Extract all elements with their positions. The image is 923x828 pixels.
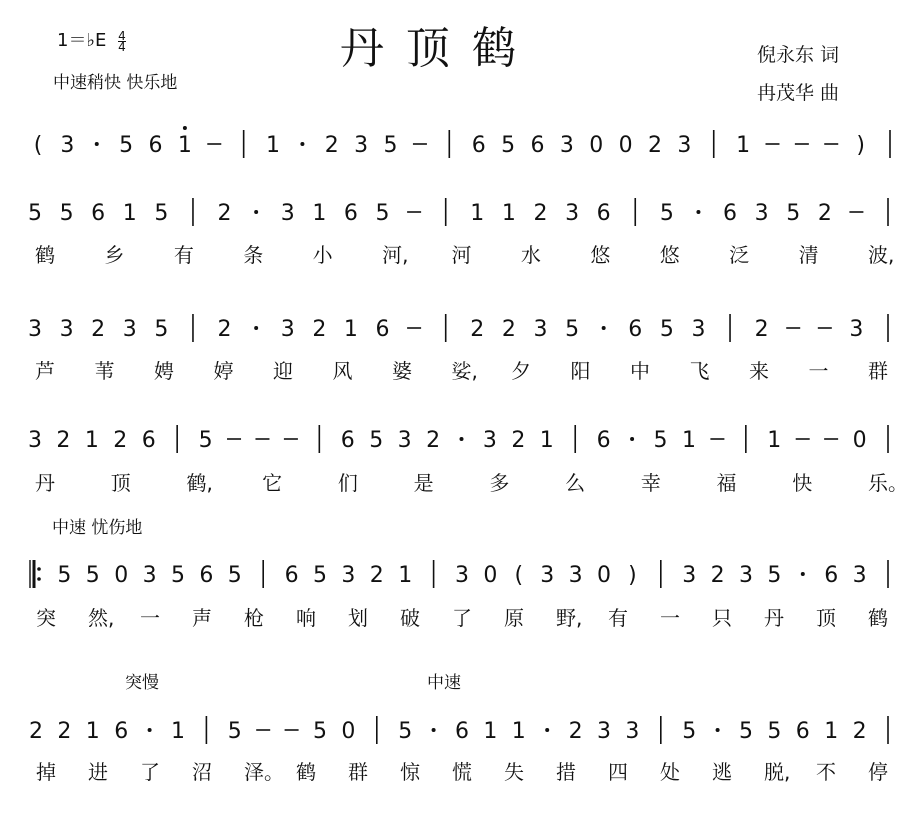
lyric-word: 群 (348, 760, 368, 784)
tempo-marking: 中速 忧伤地 (52, 518, 143, 538)
lyric-word: 飞 (689, 359, 710, 383)
note: 3 (59, 317, 74, 342)
dot-augmentation (801, 572, 805, 576)
note: 3 (754, 201, 769, 226)
note: 3 (455, 563, 469, 588)
note: 5 (767, 719, 782, 744)
note: 0 (483, 563, 498, 588)
note: 2 (852, 719, 867, 744)
lyric-word: 小 (312, 243, 333, 267)
lyric-word: 有 (173, 243, 194, 267)
note: 5 (398, 719, 413, 744)
note: 1 (767, 428, 782, 453)
lyric-word: 快 (792, 471, 813, 495)
note: 3 (568, 563, 583, 588)
note: 2 (710, 563, 725, 588)
note: 3 (354, 133, 369, 158)
lyric-word: 悠 (659, 243, 680, 267)
note: 2 (511, 428, 526, 453)
note: 5 (767, 563, 782, 588)
lyric-word: 婷 (213, 359, 234, 383)
note: 6 (340, 428, 355, 453)
note: 6 (141, 428, 156, 453)
note: 5 (375, 201, 390, 226)
note: 2 (817, 201, 832, 226)
composer-credit: 冉茂华 曲 (757, 82, 840, 104)
lyric-word: 慌 (452, 760, 472, 784)
note: 5 (501, 133, 516, 158)
note: 1 (343, 317, 358, 342)
note: 2 (312, 317, 327, 342)
note-high: 1 (177, 133, 192, 158)
note: 3 (341, 563, 356, 588)
lyric-word: 悠 (590, 243, 611, 267)
note: 1 (312, 201, 327, 226)
note: 6 (596, 201, 611, 226)
note: 5 (659, 317, 674, 342)
lyric-word: 鹤 (296, 760, 316, 784)
dot-augmentation (545, 728, 549, 732)
lyric-word: 泛 (729, 243, 750, 267)
note: 2 (56, 428, 71, 453)
note: 6 (455, 719, 469, 744)
lyric-word: 失 (504, 760, 524, 784)
lyric-word: 声 (192, 606, 212, 630)
lyric-word: 突 (36, 606, 56, 630)
dot-augmentation (460, 437, 464, 441)
note: 6 (148, 133, 163, 158)
tempo-marking: 中速 (427, 673, 461, 693)
lyric-word: 婆 (392, 359, 412, 383)
dot-augmentation (254, 326, 258, 330)
note: 3 (482, 428, 497, 453)
lyric-word: 四 (608, 760, 628, 784)
note: 5 (59, 201, 74, 226)
lyric-word: 掉 (36, 760, 56, 784)
lyric-word: 乡 (104, 243, 125, 267)
note: 5 (682, 719, 697, 744)
dot-augmentation (300, 142, 304, 146)
note: 3 (682, 563, 697, 588)
lyric-word: 娑, (451, 359, 478, 383)
note: 5 (85, 563, 100, 588)
lyric-word: 丹 (35, 471, 55, 495)
note: 0 (341, 719, 356, 744)
note: 5 (154, 317, 169, 342)
lyric-word: 了 (140, 760, 160, 784)
note: 2 (754, 317, 769, 342)
note: 1 (122, 201, 137, 226)
lyric-word: 枪 (244, 606, 264, 630)
note: 6 (596, 428, 611, 453)
lyric-word: 苇 (94, 359, 115, 383)
note: 0 (114, 563, 129, 588)
note: 3 (280, 317, 295, 342)
note: 0 (852, 428, 867, 453)
note: 6 (199, 563, 214, 588)
note: 2 (568, 719, 583, 744)
note: 1 (681, 428, 696, 453)
note: 5 (653, 428, 668, 453)
dot-augmentation (148, 728, 152, 732)
lyric-word: 中 (630, 359, 650, 383)
lyric-word: 顶 (816, 606, 836, 630)
song-title: 丹顶鹤 (340, 23, 538, 74)
lyric-word: 逃 (712, 760, 732, 784)
lyric-word: 泽。 (244, 760, 284, 784)
note: 2 (113, 428, 128, 453)
lyric-word: 只 (712, 606, 732, 630)
lyric-word: 有 (608, 606, 628, 630)
lyric-word: 然, (88, 606, 115, 630)
bracket: ( (514, 563, 524, 588)
note: 3 (677, 133, 692, 158)
note: 3 (691, 317, 706, 342)
dot-augmentation (716, 728, 720, 732)
note: 3 (280, 201, 295, 226)
lyric-word: 清 (798, 243, 819, 267)
note: 3 (559, 133, 574, 158)
lyric-word: 它 (262, 471, 283, 495)
lyric-word: 河, (382, 243, 409, 267)
key-text: 1＝♭E (57, 30, 107, 51)
lyric-word: 来 (749, 359, 769, 383)
time-bottom: 4 (118, 39, 126, 54)
lyric-word: 一 (808, 359, 829, 383)
note: 2 (647, 133, 662, 158)
lyric-word: 乐。 (868, 471, 908, 495)
high-octave-dot (183, 126, 187, 130)
lyric-word: 顶 (110, 471, 131, 495)
note: 6 (91, 201, 106, 226)
note: 3 (597, 719, 611, 744)
note: 3 (60, 133, 75, 158)
lyric-word: 惊 (400, 760, 420, 784)
lyric-word: 阳 (570, 359, 591, 383)
note: 1 (736, 133, 751, 158)
note: 0 (618, 133, 633, 158)
note: 1 (84, 428, 99, 453)
note: 3 (849, 317, 864, 342)
note: 1 (539, 428, 554, 453)
lyric-word: 多 (489, 471, 510, 495)
lyric-word: 娉 (154, 359, 174, 383)
note: 5 (659, 201, 674, 226)
lyric-word: 河 (451, 243, 472, 267)
lyric-word: 是 (413, 471, 434, 495)
note: 5 (154, 201, 169, 226)
lyric-word: 群 (868, 359, 888, 383)
note: 1 (266, 133, 281, 158)
lyric-word: 幸 (640, 471, 661, 495)
note: 5 (227, 719, 242, 744)
lyric-word: 风 (332, 359, 353, 383)
note: 2 (29, 719, 43, 744)
note: 5 (57, 563, 72, 588)
note: 1 (511, 719, 526, 744)
note: 6 (284, 563, 299, 588)
time-top: 4 (118, 28, 126, 43)
note: 3 (122, 317, 137, 342)
note: 2 (426, 428, 441, 453)
lyric-word: 沼 (192, 760, 212, 784)
note: 6 (471, 133, 486, 158)
note: 0 (589, 133, 604, 158)
dot-augmentation (696, 210, 700, 214)
lyric-word: 丹 (764, 606, 784, 630)
tempo-marking-opening: 中速稍快 快乐地 (53, 73, 178, 93)
lyric-word: 波, (868, 243, 895, 267)
note: 5 (171, 563, 185, 588)
lyricist-credit: 倪永东 词 (757, 44, 840, 66)
tempo-marking: 突慢 (125, 673, 159, 693)
lyric-word: 划 (348, 606, 368, 630)
note: 2 (369, 563, 384, 588)
note: 6 (530, 133, 545, 158)
note: 5 (313, 563, 327, 588)
note: 1 (824, 719, 839, 744)
note: 1 (501, 201, 516, 226)
note: 5 (383, 133, 398, 158)
note: 2 (91, 317, 106, 342)
dot-augmentation (432, 728, 436, 732)
lyric-word: 处 (660, 760, 680, 784)
note: 5 (227, 563, 242, 588)
note: 5 (786, 201, 801, 226)
note: 2 (501, 317, 516, 342)
repeat-dot (37, 577, 41, 581)
lyric-word: 一 (660, 606, 680, 630)
note: 5 (565, 317, 580, 342)
note: 3 (739, 563, 753, 588)
note: 2 (533, 201, 548, 226)
note: 6 (824, 563, 839, 588)
note: 2 (217, 317, 232, 342)
note: 3 (28, 317, 42, 342)
lyric-word: 野, (556, 606, 583, 630)
note: 6 (723, 201, 738, 226)
lyric-word: 不 (816, 760, 836, 784)
note: 3 (533, 317, 548, 342)
note: 1 (470, 201, 485, 226)
note: 5 (313, 719, 327, 744)
bracket: ( (33, 133, 43, 158)
lyric-word: 了 (452, 606, 472, 630)
note: 2 (470, 317, 485, 342)
note: 2 (57, 719, 72, 744)
note: 3 (28, 428, 42, 453)
lyric-word: 鹤, (186, 471, 213, 495)
lyric-word: 进 (88, 760, 108, 784)
lyric-word: 条 (243, 243, 264, 267)
lyric-word: 措 (556, 760, 576, 784)
lyric-word: 破 (400, 606, 420, 630)
lyric-word: 脱, (764, 760, 791, 784)
note: 3 (852, 563, 867, 588)
note: 5 (198, 428, 213, 453)
note: 6 (114, 719, 129, 744)
lyric-word: 么 (565, 471, 586, 495)
note: 5 (119, 133, 134, 158)
lyric-word: 鹤 (868, 606, 888, 630)
bracket: ) (628, 563, 637, 588)
note: 2 (217, 201, 232, 226)
lyric-word: 响 (296, 606, 316, 630)
lyric-word: 原 (504, 606, 524, 630)
note: 1 (398, 563, 413, 588)
note: 5 (369, 428, 384, 453)
dot-augmentation (630, 437, 634, 441)
lyric-word: 芦 (35, 359, 55, 383)
repeat-dot (37, 567, 41, 571)
note: 3 (397, 428, 412, 453)
lyric-word: 福 (716, 471, 737, 495)
lyric-word: 一 (140, 606, 160, 630)
lyric-word: 们 (337, 471, 358, 495)
note: 1 (483, 719, 498, 744)
lyric-word: 水 (520, 243, 541, 267)
lyric-word: 夕 (511, 359, 531, 383)
note: 1 (85, 719, 100, 744)
note: 2 (324, 133, 339, 158)
note: 3 (625, 719, 640, 744)
dot-augmentation (602, 326, 606, 330)
dot-augmentation (95, 142, 99, 146)
note: 3 (565, 201, 580, 226)
note: 6 (628, 317, 643, 342)
lyric-word: 鹤 (35, 243, 55, 267)
note: 3 (142, 563, 157, 588)
lyric-word: 停 (868, 760, 888, 784)
note: 6 (343, 201, 358, 226)
note: 5 (739, 719, 753, 744)
note: 5 (28, 201, 42, 226)
note: 0 (597, 563, 611, 588)
dot-augmentation (254, 210, 258, 214)
note: 6 (795, 719, 810, 744)
note: 1 (171, 719, 185, 744)
note: 3 (540, 563, 555, 588)
note: 6 (375, 317, 390, 342)
bracket: ) (856, 133, 865, 158)
lyric-word: 迎 (273, 359, 293, 383)
